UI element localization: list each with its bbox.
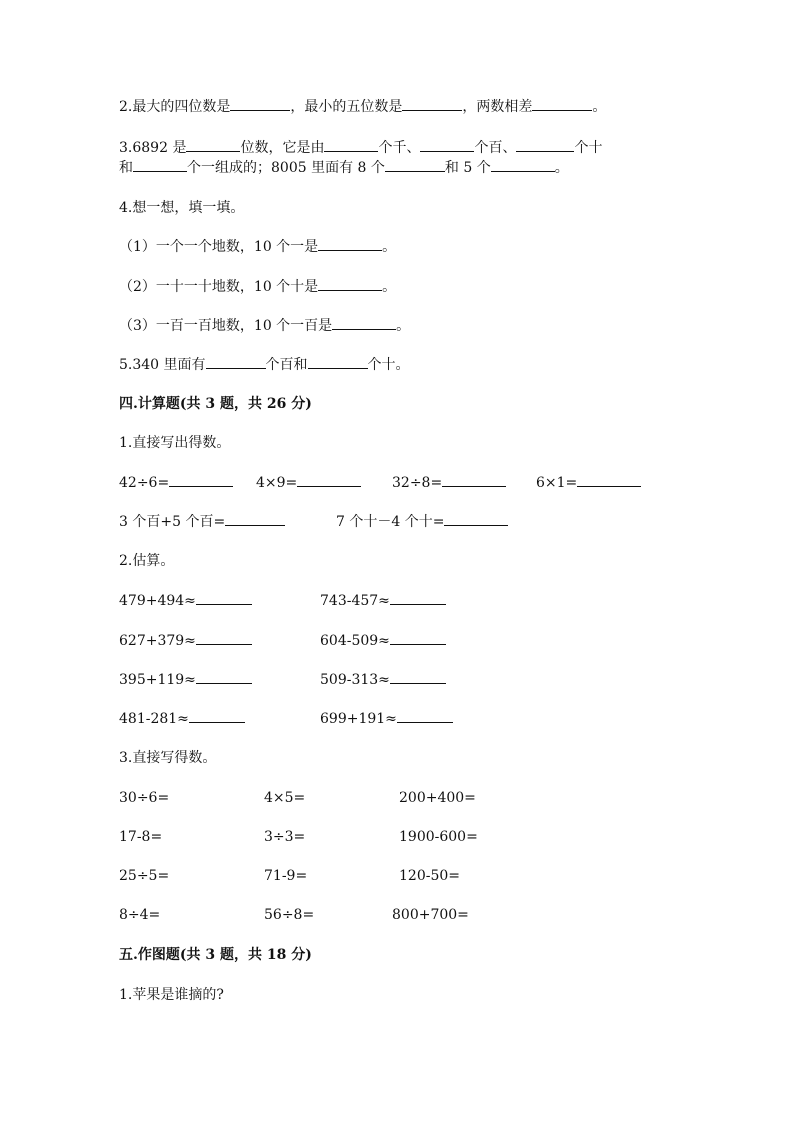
q3-blank-1[interactable] [186, 137, 240, 152]
s4-q2-expr-3: 627+379≈ [119, 633, 196, 649]
s4-q1-blank-4[interactable] [577, 472, 641, 487]
s4-q1-r2-c1 [119, 511, 285, 532]
s4-q2-blank-8[interactable] [397, 708, 453, 723]
s4-q3-r4-c2: 56÷8= [264, 907, 315, 923]
s4-q2-blank-2[interactable] [390, 590, 446, 605]
s4-q2-blank-5[interactable] [196, 669, 252, 684]
q3-num: 3. [119, 140, 133, 156]
s4-q2-expr-8: 699+191≈ [320, 711, 397, 727]
s4-q1-blank-6[interactable] [444, 511, 508, 526]
s4-q1-blank-2[interactable] [297, 472, 361, 487]
s4-q2-r3-c1 [119, 669, 252, 690]
s4-q1-blank-1[interactable] [169, 472, 233, 487]
q4-item-1-blank[interactable] [318, 236, 382, 251]
s4-q2-r3-c2 [320, 669, 446, 690]
q3-blank-7[interactable] [491, 157, 555, 172]
q2-blank-3[interactable] [532, 96, 592, 111]
q4-item-2-text: （2）一十一十地数，10 个十是 [119, 279, 319, 295]
s4-q1-title: 1.直接写出得数。 [119, 435, 231, 451]
q3-blank-4[interactable] [516, 137, 574, 152]
s4-q1-r1-c3 [392, 472, 506, 493]
q2-blank-2[interactable] [402, 96, 462, 111]
q2-num: 2. [119, 99, 133, 115]
s4-q1-expr-1: 42÷6= [119, 475, 170, 491]
q3-text-a: 6892 是 [132, 140, 187, 156]
s4-q3-r1-c3: 200+400= [399, 790, 476, 806]
s4-q2-r2-c1 [119, 630, 252, 651]
s4-q2-title: 2.估算。 [119, 553, 175, 569]
s4-q3-r1-c1: 30÷6= [119, 790, 170, 806]
q5-text-b: 个百和 [265, 357, 308, 373]
s4-q2-expr-4: 604-509≈ [320, 633, 390, 649]
q2-text-b: ，最小的五位数是 [290, 99, 403, 115]
q3-blank-2[interactable] [324, 137, 378, 152]
q3-l2-text-c: 和 5 个 [444, 160, 491, 176]
s4-q1-r1-c4 [536, 472, 641, 493]
s4-q1-expr-2: 4×9= [256, 475, 298, 491]
s4-q3-r2-c2: 3÷3= [264, 829, 306, 845]
q2-blank-1[interactable] [230, 96, 290, 111]
s4-q1-expr-4: 6×1= [536, 475, 578, 491]
s4-q2-expr-7: 481-281≈ [119, 711, 189, 727]
q4-item-3 [119, 315, 410, 336]
s4-q2-r2-c2 [320, 630, 446, 651]
s4-q3-r4-c3: 800+700= [392, 907, 469, 923]
s4-q1-r2-c2 [336, 511, 508, 532]
q4-item-1 [119, 236, 396, 257]
q3-text-d: 个百、 [474, 140, 517, 156]
q3-blank-6[interactable] [385, 157, 445, 172]
q3-text-e: 个十 [574, 140, 603, 156]
s4-q3-r3-c1: 25÷5= [119, 868, 170, 884]
s4-q3-r1-c2: 4×5= [264, 790, 306, 806]
q4-item-2-blank[interactable] [318, 276, 382, 291]
s5-q1-title: 1.苹果是谁摘的? [119, 987, 224, 1003]
q2-text-a: 最大的四位数是 [132, 99, 231, 115]
s4-q1-expr-3: 32÷8= [392, 475, 443, 491]
q3-blank-3[interactable] [420, 137, 474, 152]
q4-item-3-end: 。 [396, 318, 411, 334]
q4-title: 4.想一想，填一填。 [119, 200, 245, 216]
q4-item-1-end: 。 [382, 239, 397, 255]
s4-q2-expr-6: 509-313≈ [320, 672, 390, 688]
s4-q1-r1-c2 [256, 472, 361, 493]
s4-q2-blank-4[interactable] [390, 630, 446, 645]
q3-line-2 [119, 157, 569, 178]
s4-q3-r3-c2: 71-9= [264, 868, 308, 884]
q2-text-c: ，两数相差 [462, 99, 533, 115]
s4-q1-blank-5[interactable] [225, 511, 285, 526]
s4-q2-r1-c1 [119, 590, 252, 611]
s4-q2-blank-6[interactable] [390, 669, 446, 684]
q3-text-c: 个千、 [378, 140, 421, 156]
s4-q2-expr-5: 395+119≈ [119, 672, 196, 688]
s4-q2-expr-2: 743-457≈ [320, 593, 390, 609]
q5-line [119, 354, 410, 375]
q4-item-2 [119, 276, 396, 297]
q3-l2-text-a: 和 [119, 160, 133, 176]
s4-q2-blank-7[interactable] [189, 708, 245, 723]
s4-q3-title: 3.直接写得数。 [119, 750, 217, 766]
s4-q1-r1-c1 [119, 472, 233, 493]
q2-text-d: 。 [592, 99, 607, 115]
s4-q2-r1-c2 [320, 590, 446, 611]
q5-text-c: 个十。 [367, 357, 410, 373]
q4-item-3-blank[interactable] [332, 315, 396, 330]
q4-item-2-end: 。 [382, 279, 397, 295]
q3-l2-text-d: 。 [554, 160, 569, 176]
s4-q3-r2-c3: 1900-600= [399, 829, 478, 845]
q3-line-1 [119, 137, 602, 158]
s4-q2-r4-c2 [320, 708, 453, 729]
q5-text-a: 5.340 里面有 [119, 357, 206, 373]
s4-q2-blank-1[interactable] [196, 590, 252, 605]
q4-item-1-text: （1）一个一个地数，10 个一是 [119, 239, 319, 255]
q3-blank-5[interactable] [133, 157, 187, 172]
s4-q2-r4-c1 [119, 708, 245, 729]
section4-heading: 四.计算题(共 3 题，共 26 分) [119, 396, 312, 412]
s4-q1-expr-6: 7 个十－4 个十= [336, 514, 445, 530]
s4-q2-blank-3[interactable] [196, 630, 252, 645]
s4-q3-r2-c1: 17-8= [119, 829, 163, 845]
q3-l2-text-b: 个一组成的；8005 里面有 8 个 [187, 160, 385, 176]
q5-blank-1[interactable] [206, 354, 266, 369]
q2-line [119, 96, 606, 117]
q3-text-b: 位数，它是由 [240, 140, 325, 156]
s4-q1-expr-5: 3 个百+5 个百= [119, 514, 226, 530]
section5-heading: 五.作图题(共 3 题，共 18 分) [119, 947, 312, 963]
s4-q3-r4-c1: 8÷4= [119, 907, 161, 923]
q4-item-3-text: （3）一百一百地数，10 个一百是 [119, 318, 333, 334]
s4-q1-blank-3[interactable] [442, 472, 506, 487]
q5-blank-2[interactable] [308, 354, 368, 369]
s4-q2-expr-1: 479+494≈ [119, 593, 196, 609]
s4-q3-r3-c3: 120-50= [399, 868, 460, 884]
